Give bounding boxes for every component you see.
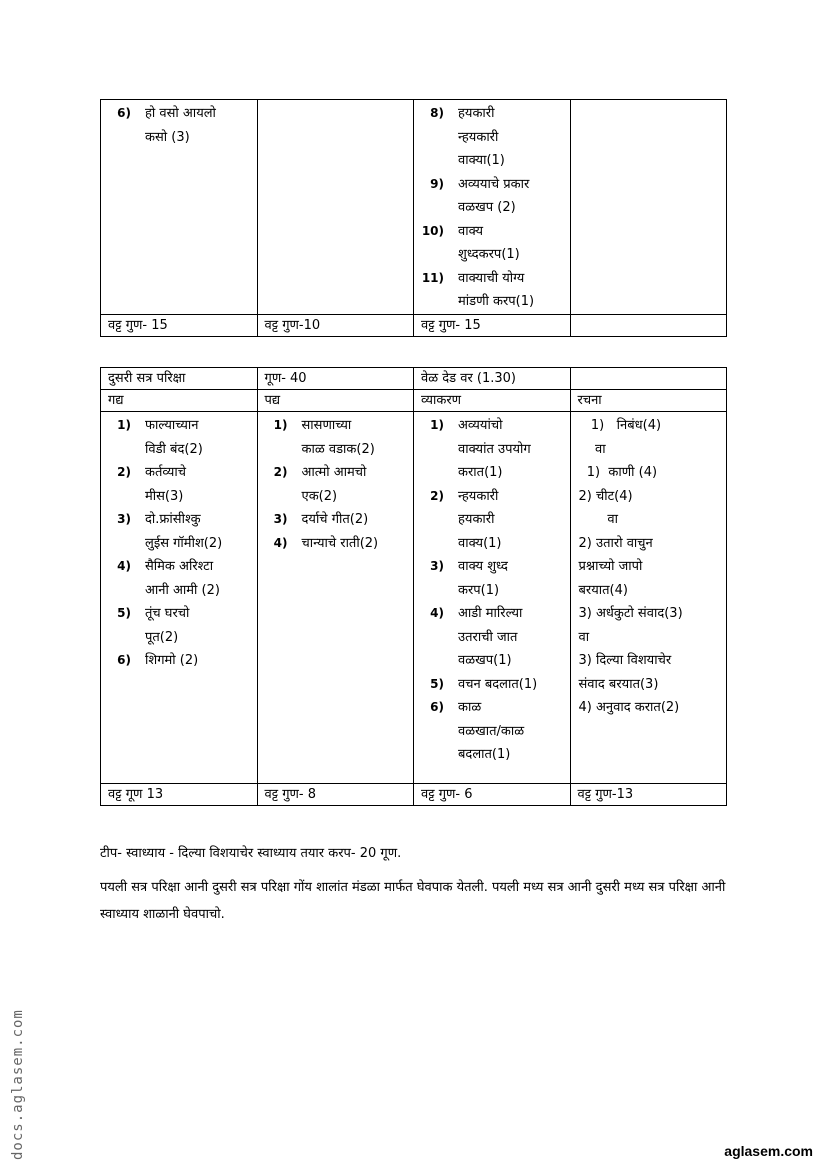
item-text: तूंच घरचो पूत(2): [145, 606, 190, 645]
list-item: [414, 220, 570, 267]
item-number: 4): [273, 535, 288, 550]
t1-total-rachana: [570, 314, 727, 336]
list-item: [258, 532, 414, 556]
item-text: वाक्य शुध्द करप(1): [458, 559, 508, 598]
item-text: वचन बदलात(1): [458, 676, 538, 692]
t2-rachana-list: [571, 412, 727, 720]
item-number: 10): [421, 223, 444, 238]
t2-padya-list: [258, 412, 414, 555]
item-number: 6): [117, 653, 131, 667]
item-number: 5): [430, 676, 444, 691]
list-item: [101, 508, 257, 555]
list-item: [101, 461, 257, 508]
rachana-line: वा: [578, 629, 590, 645]
table-first-term: [100, 99, 727, 337]
item-text: चान्याचे राती(2): [301, 535, 379, 551]
t2-col-gadya: गद्य: [101, 390, 258, 412]
list-item: [101, 555, 257, 602]
t2-cell-padya: [257, 412, 414, 784]
item-number: 4): [117, 559, 131, 573]
t2-col-padya: पद्य: [257, 390, 414, 412]
rachana-line: वा: [578, 512, 619, 527]
item-number: 2): [430, 488, 444, 503]
t1-gadya-list: [101, 100, 257, 149]
t1-cell-vyakaran: [414, 100, 571, 315]
t1-total-padya: वट्ट गुण-10: [257, 314, 414, 336]
item-text: अव्ययांचो वाक्यांत उपयोग करात(1): [458, 418, 531, 480]
t1-total-vyakaran: वट्ट गुण- 15: [414, 314, 571, 336]
item-number: 6): [430, 700, 444, 714]
rachana-line: 1) निबंध(4): [578, 418, 662, 433]
note-paragraph: पयली सत्र परिक्षा आनी दुसरी सत्र परिक्षा गोंय शालांत मंडळा मार्फत घेवपाक येतली. पयली मध्य सत्र आनी दुसरी मध्य सत्र परिक्षा आनी स्वाध्याय शाळानी घेवपाचो.: [100, 880, 726, 922]
item-text: हो वसो आयलो कसो (3): [145, 106, 216, 145]
item-text: दो.फ्रांसीश्कु लुईस गॉमीश(2): [145, 512, 223, 551]
item-number: 3): [117, 512, 131, 526]
t2-col-rachana: रचना: [570, 390, 727, 412]
rachana-line: 2) उतारो वाचुन: [578, 535, 653, 551]
rachana-line: बरयात(4): [578, 582, 628, 598]
brand-logo-text: aglasem.com: [724, 1143, 813, 1159]
item-text: सासणाच्या काळ वडाक(2): [301, 418, 375, 457]
item-text: आत्मो आमचो एक(2): [301, 465, 367, 504]
list-item: [258, 508, 414, 532]
rachana-line: 4) अनुवाद करात(2): [578, 700, 680, 715]
list-item: [414, 267, 570, 314]
item-number: 8): [430, 106, 444, 120]
item-text: फाल्याच्यान विडी बंद(2): [145, 418, 203, 457]
note-tip: टीप- स्वाध्याय - दिल्या विशयाचेर स्वाध्याय तयार करप- 20 गूण.: [100, 846, 402, 861]
t2-total-gadya: वट्ट गूण 13: [101, 784, 258, 806]
item-text: कर्तव्याचे मीस(3): [145, 465, 187, 504]
item-number: 6): [117, 106, 131, 120]
item-text: आडी मारिल्या उतराची जात वळखप(1): [458, 606, 523, 668]
item-number: 2): [273, 465, 288, 479]
item-text: हयकारी न्हयकारी वाक्या(1): [458, 106, 505, 168]
item-number: 9): [430, 176, 444, 191]
t1-vyakaran-list: [414, 100, 570, 314]
list-item: [414, 414, 570, 485]
item-number: 1): [117, 418, 131, 432]
list-item: [258, 414, 414, 461]
list-item: [414, 602, 570, 673]
t2-cell-rachana: [570, 412, 727, 784]
item-text: न्हयकारी हयकारी वाक्य(1): [458, 488, 502, 551]
t2-gadya-list: [101, 412, 257, 673]
list-item: [101, 602, 257, 649]
list-item: [414, 485, 570, 556]
t2-vyakaran-list: [414, 412, 570, 767]
list-item: [101, 102, 257, 149]
list-item: [414, 555, 570, 602]
item-text: सैमिक अरिश्टा आनी आमी (2): [145, 559, 220, 598]
t2-header-empty: [570, 368, 727, 390]
item-text: अव्ययाचे प्रकार वळखप (2): [458, 176, 530, 215]
t2-total-rachana: वट्ट गुण-13: [570, 784, 727, 806]
list-item: [414, 173, 570, 220]
t2-duration: वेळ देड वर (1.30): [414, 368, 571, 390]
item-number: 5): [117, 606, 131, 620]
t1-total-gadya: वट्ट गुण- 15: [101, 314, 258, 336]
item-number: 1): [273, 418, 288, 432]
list-item: [101, 649, 257, 673]
rachana-line: 3) दिल्या विशयाचेर: [578, 653, 672, 668]
list-item: [258, 461, 414, 508]
item-number: 3): [430, 559, 444, 573]
item-text: काळ वळखात/काळ बदलात(1): [458, 700, 525, 762]
item-text: वाक्याची योग्य मांडणी करप(1): [458, 270, 535, 309]
t2-cell-gadya: [101, 412, 258, 784]
t2-total-padya: वट्ट गुण- 8: [257, 784, 414, 806]
item-number: 11): [421, 270, 444, 285]
list-item: [414, 102, 570, 173]
rachana-line: 1) काणी (4): [578, 465, 658, 480]
list-item: [101, 414, 257, 461]
t1-cell-rachana: [570, 100, 727, 315]
rachana-line: प्रश्नाच्यो जापो: [578, 559, 643, 574]
rachana-line: 3) अर्धकुटो संवाद(3): [578, 606, 683, 621]
watermark-text: docs.aglasem.com: [10, 1009, 26, 1160]
rachana-line: वा: [578, 441, 606, 457]
t1-cell-padya: [257, 100, 414, 315]
list-item: [414, 673, 570, 697]
item-number: 4): [430, 606, 444, 620]
t2-col-vyakaran: व्याकरण: [414, 390, 571, 412]
t2-cell-vyakaran: [414, 412, 571, 784]
rachana-line: 2) चीट(4): [578, 488, 633, 504]
item-number: 2): [117, 465, 131, 479]
table-second-term: [100, 367, 727, 806]
t1-cell-gadya: [101, 100, 258, 315]
t2-total-vyakaran: वट्ट गुण- 6: [414, 784, 571, 806]
t2-marks: गूण- 40: [257, 368, 414, 390]
t2-exam-title: दुसरी सत्र परिक्षा: [101, 368, 258, 390]
item-text: दर्याचे गीत(2): [301, 512, 369, 527]
item-text: वाक्य शुध्दकरप(1): [458, 223, 520, 262]
item-text: शिगमो (2): [145, 653, 199, 668]
rachana-line: संवाद बरयात(3): [578, 676, 659, 692]
item-number: 1): [430, 418, 444, 432]
list-item: [414, 696, 570, 767]
item-number: 3): [273, 512, 288, 526]
